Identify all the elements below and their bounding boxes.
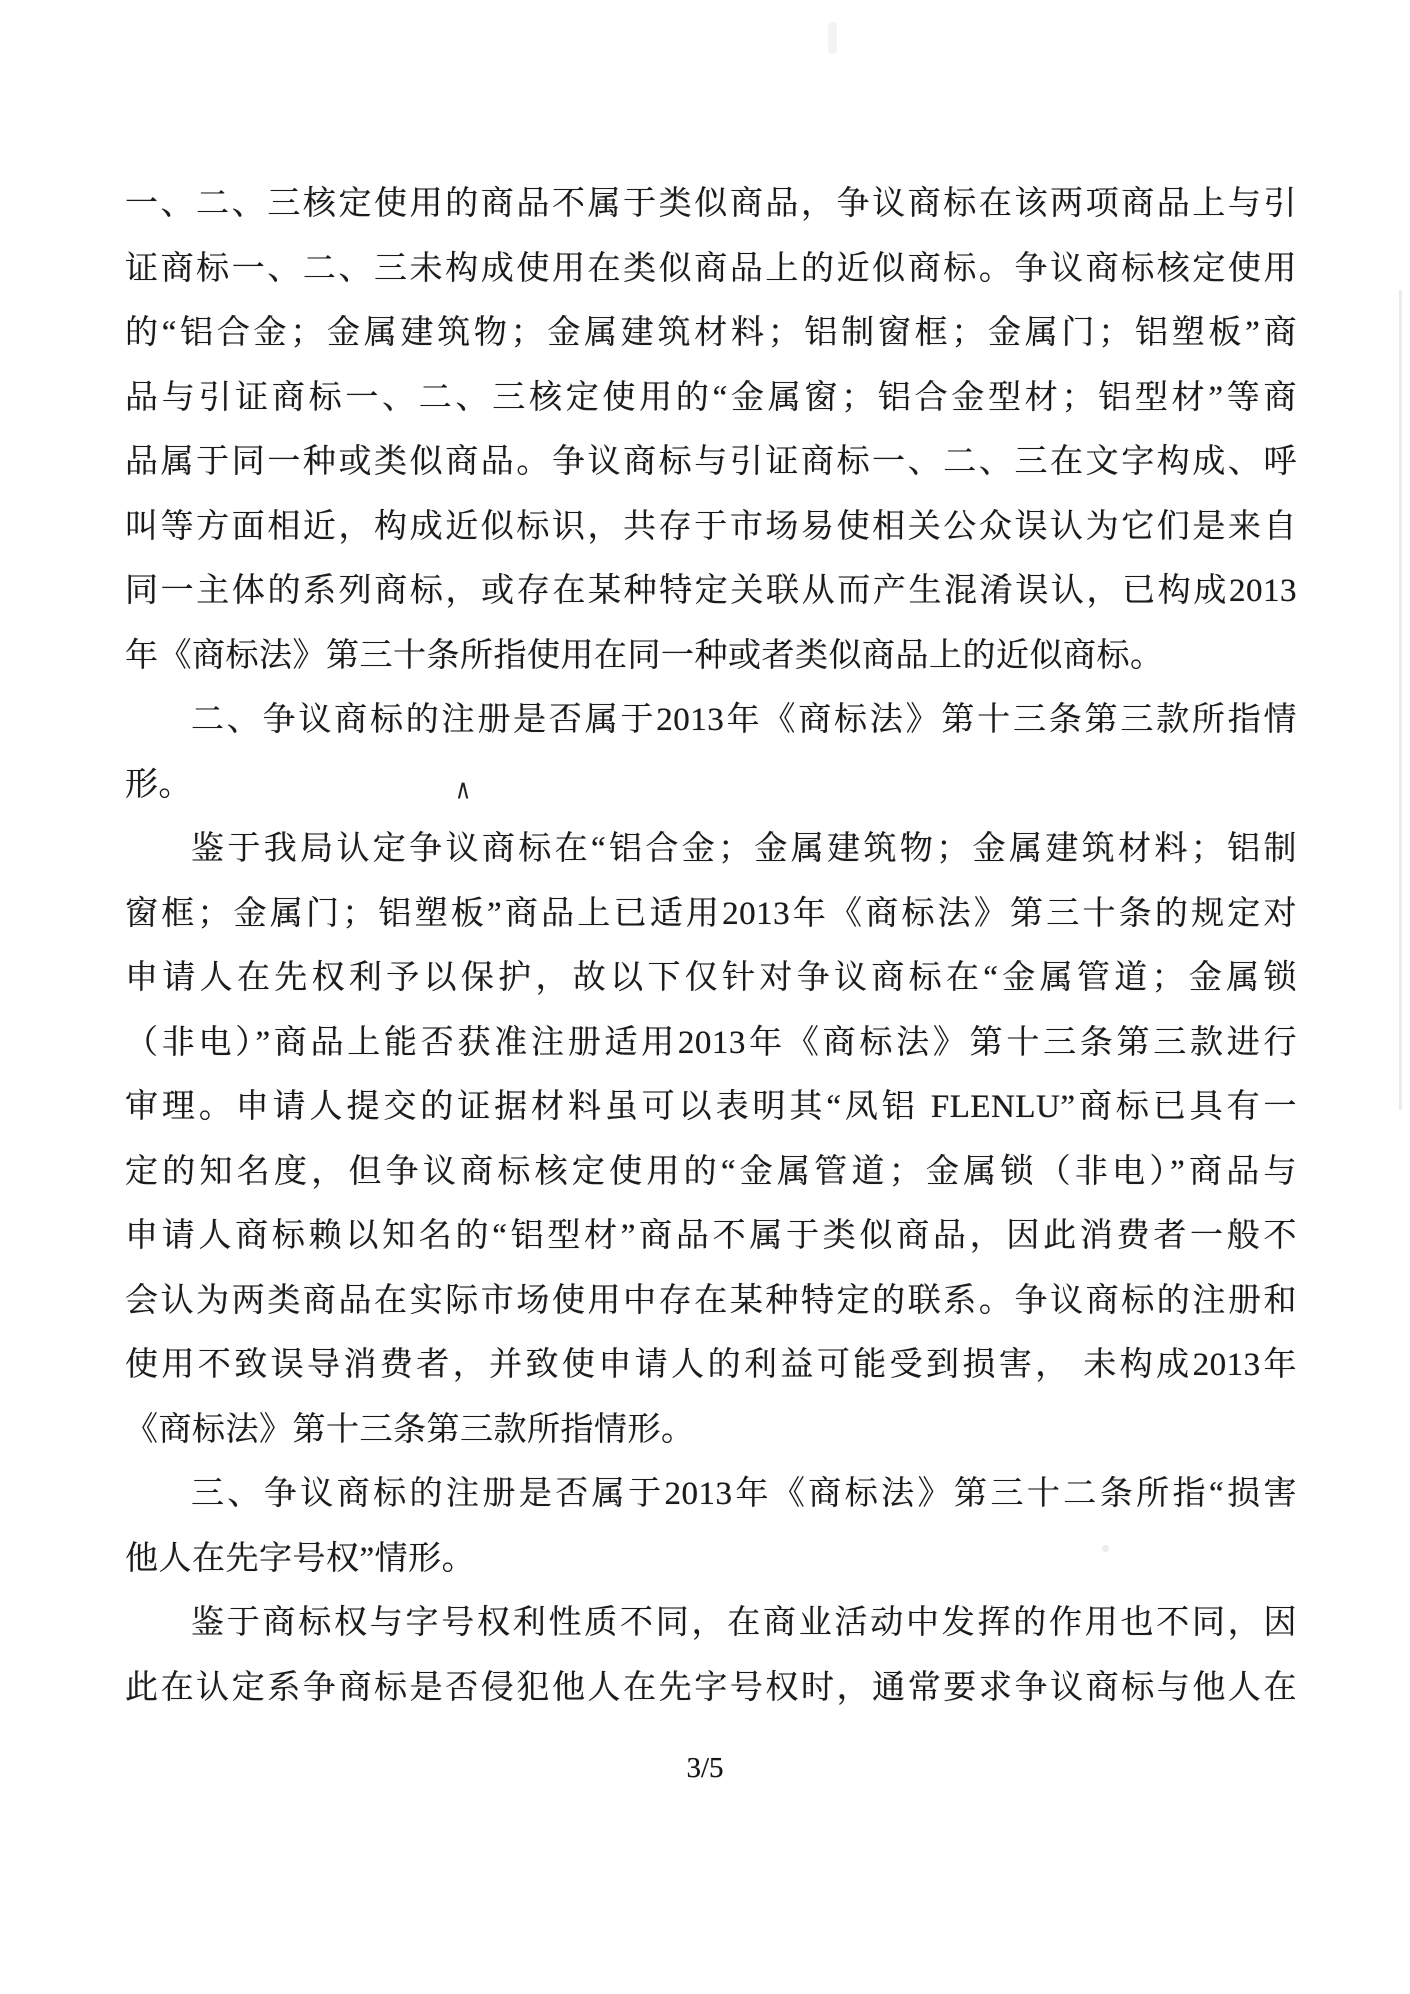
text-line: 申请人商标赖以知名的“铝型材”商品不属于类似商品，因此消费者一般不 xyxy=(125,1218,1297,1254)
text-line: 叫等方面相近，构成近似标识，共存于市场易使相关公众误认为它们是来自 xyxy=(125,508,1297,545)
text-line: 品与引证商标一、二、三核定使用的“金属窗；铝合金型材；铝型材”等商 xyxy=(125,379,1297,416)
document-body xyxy=(125,172,1297,1720)
text-line: （非电）”商品上能否获准注册适用2013年《商标法》第十三条第三款进行 xyxy=(125,1024,1297,1061)
text-line: 鉴于我局认定争议商标在“铝合金；金属建筑物；金属建筑材料；铝制 xyxy=(191,831,1297,867)
stray-caret-mark: ∧ xyxy=(455,774,472,807)
text-line: 二、争议商标的注册是否属于2013年《商标法》第十三条第三款所指情 xyxy=(191,702,1297,738)
text-line: 审理。申请人提交的证据材料虽可以表明其“凤铝 FLENLU”商标已具有一 xyxy=(125,1089,1297,1125)
text-line: 三、争议商标的注册是否属于2013年《商标法》第三十二条所指“损害 xyxy=(191,1476,1297,1512)
text-line: 会认为两类商品在实际市场使用中存在某种特定的联系。争议商标的注册和 xyxy=(125,1282,1297,1319)
text-line: 使用不致误导消费者，并致使申请人的利益可能受到损害， 未构成2013年 xyxy=(125,1347,1297,1383)
text-line: 年《商标法》第三十条所指使用在同一种或者类似商品上的近似商标。 xyxy=(125,637,1164,674)
text-line: 窗框；金属门；铝塑板”商品上已适用2013年《商标法》第三十条的规定对 xyxy=(125,895,1297,932)
text-line: 一、二、三核定使用的商品不属于类似商品，争议商标在该两项商品上与引 xyxy=(125,186,1297,222)
scan-smudge xyxy=(828,22,837,54)
text-line: 定的知名度，但争议商标核定使用的“金属管道；金属锁（非电）”商品与 xyxy=(125,1153,1297,1190)
text-line: 品属于同一种或类似商品。争议商标与引证商标一、二、三在文字构成、呼 xyxy=(125,444,1297,480)
text-line: 的“铝合金；金属建筑物；金属建筑材料；铝制窗框；金属门；铝塑板”商 xyxy=(125,315,1297,351)
text-line: 证商标一、二、三未构成使用在类似商品上的近似商标。争议商标核定使用 xyxy=(125,250,1297,287)
text-line: 形。 xyxy=(125,766,192,803)
text-line: 同一主体的系列商标，或存在某种特定关联从而产生混淆误认，已构成2013 xyxy=(125,573,1297,609)
text-line: 他人在先字号权”情形。 xyxy=(125,1540,476,1577)
text-line: 鉴于商标权与字号权利性质不同，在商业活动中发挥的作用也不同，因 xyxy=(191,1605,1297,1641)
text-line: 此在认定系争商标是否侵犯他人在先字号权时，通常要求争议商标与他人在 xyxy=(125,1669,1297,1706)
text-line: 申请人在先权利予以保护，故以下仅针对争议商标在“金属管道；金属锁 xyxy=(125,960,1297,996)
page-number: 3/5 xyxy=(686,1752,724,1784)
scan-edge-line xyxy=(1399,290,1402,1110)
text-line: 《商标法》第十三条第三款所指情形。 xyxy=(125,1411,695,1448)
